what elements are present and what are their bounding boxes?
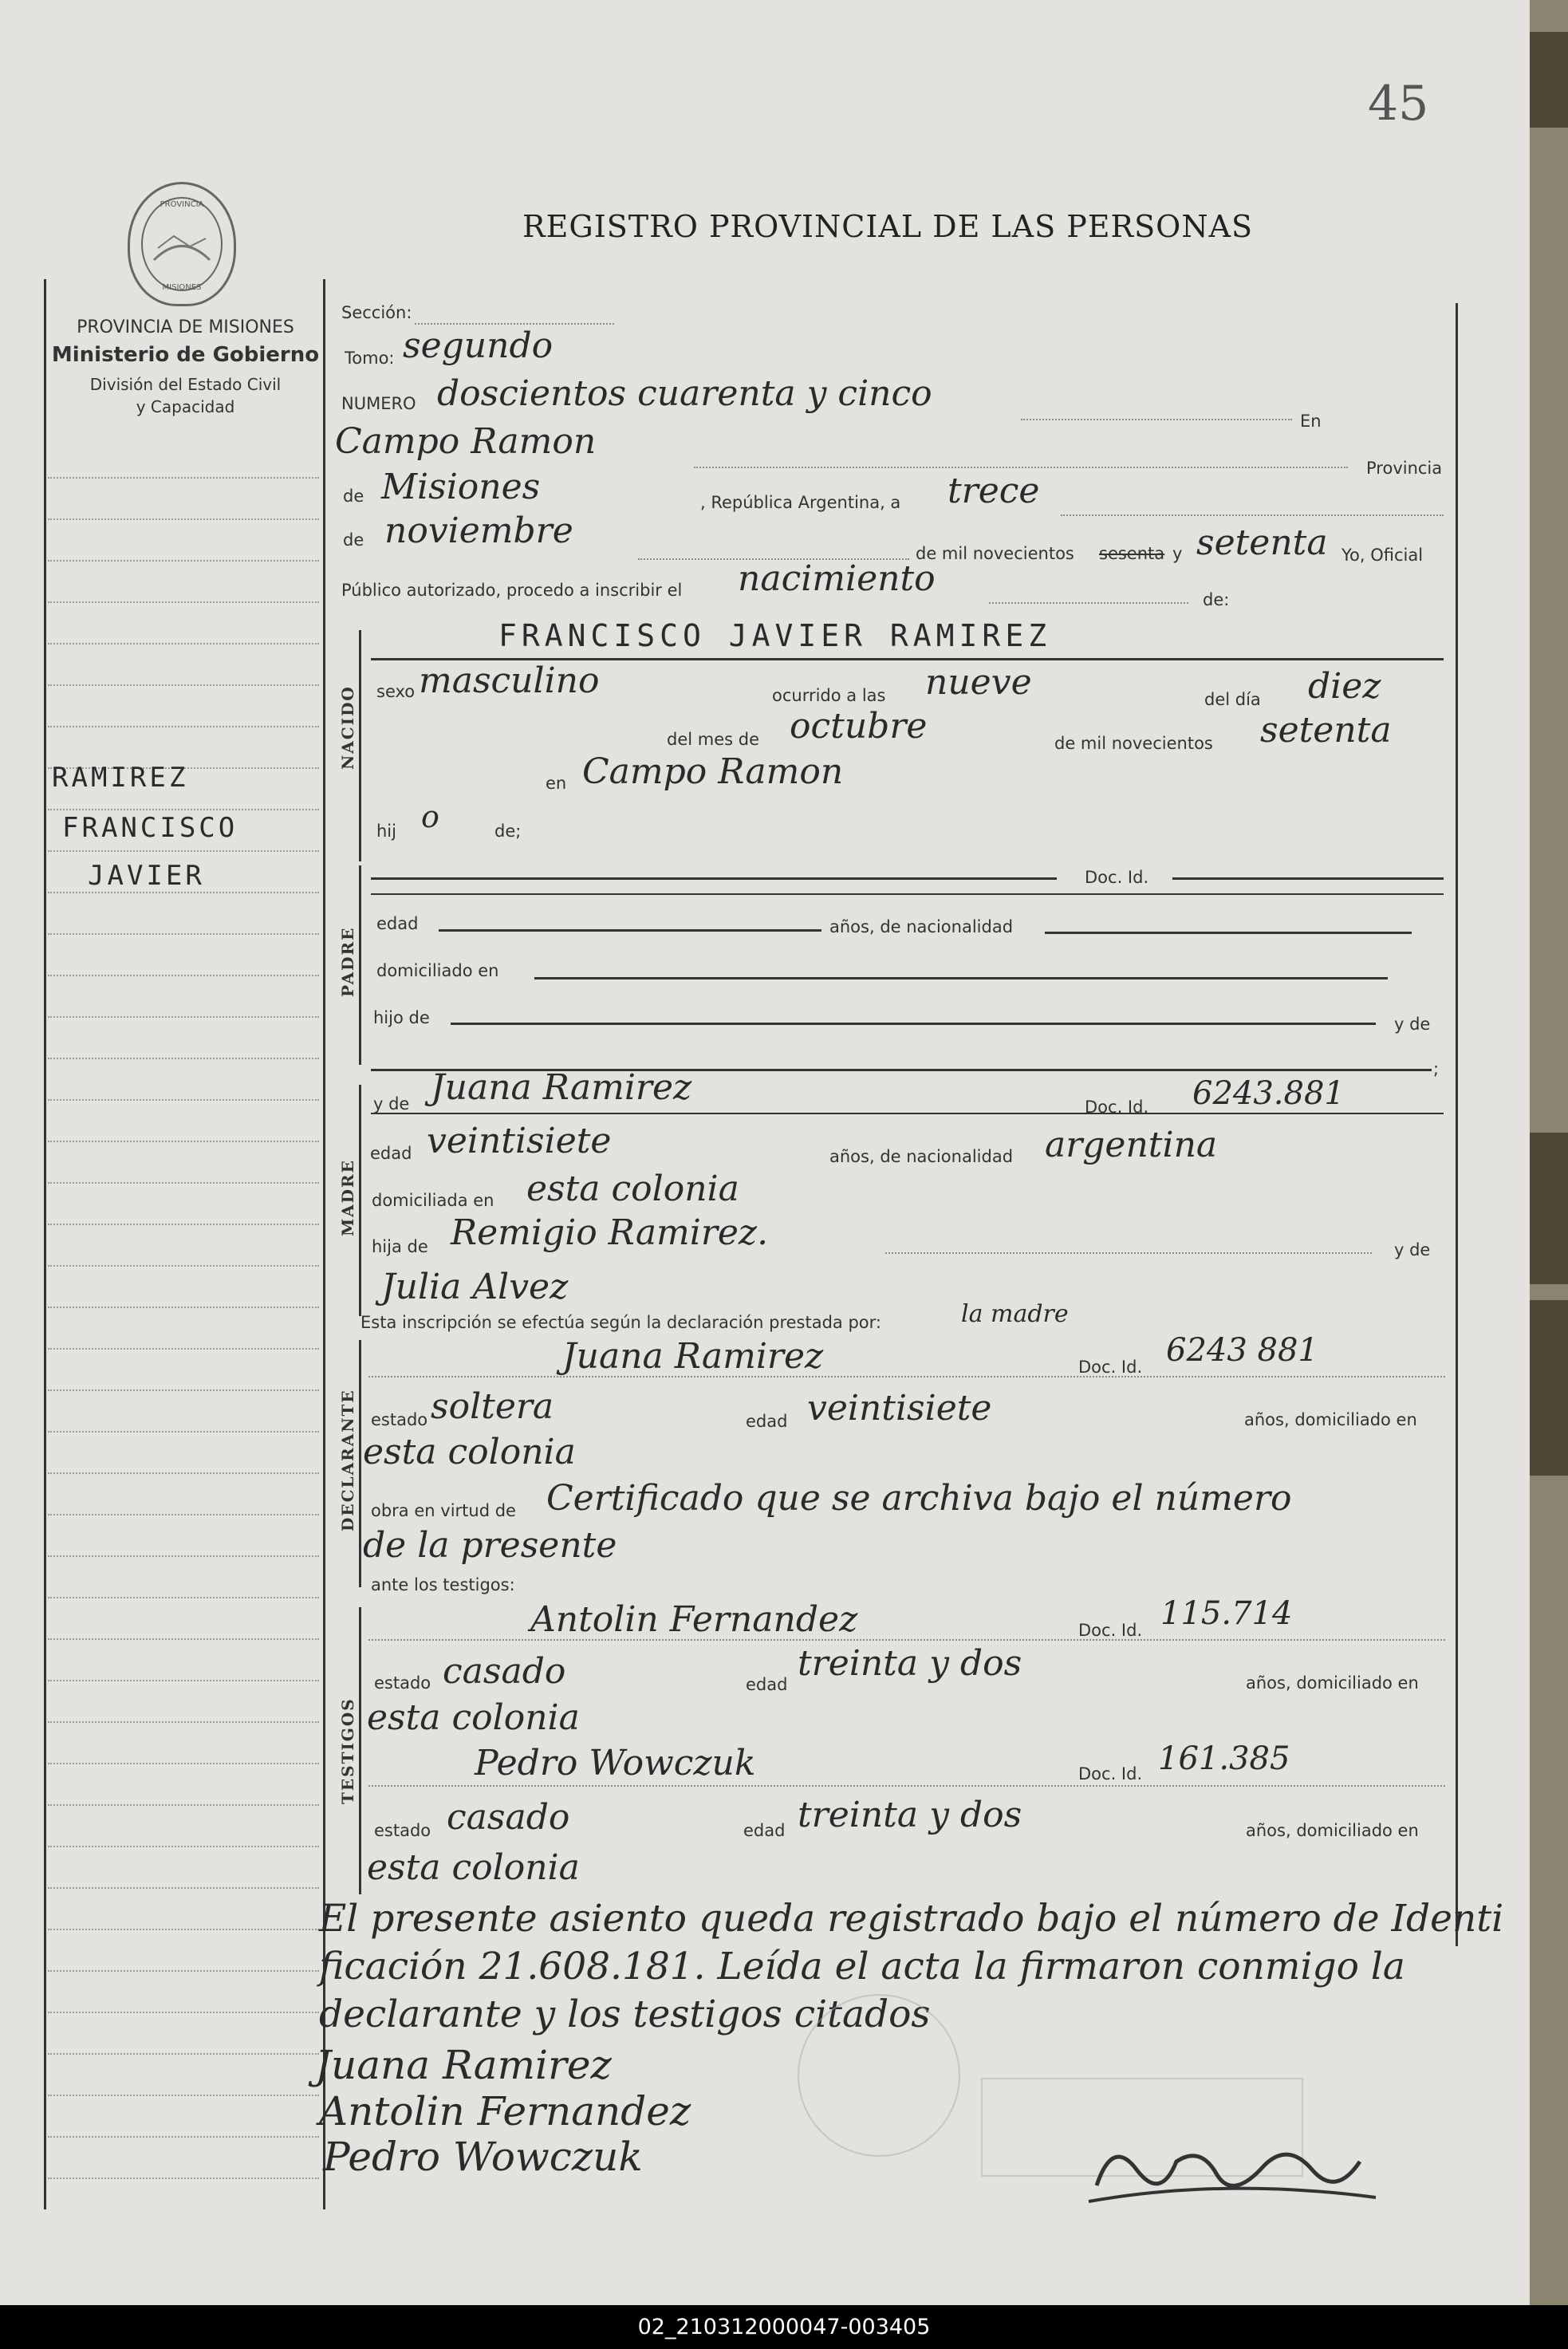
label-madre-y-de: y de [373,1094,410,1113]
value-madre-doc: 6243.881 [1192,1075,1345,1112]
label-publico: Público autorizado, procedo a inscribir el [341,581,683,600]
label-decl-estado: estado [371,1410,428,1429]
label-seccion: Sección: [341,303,412,322]
value-decl-estado: soltera [431,1386,554,1427]
label-madre-nac: años, de nacionalidad [829,1147,1014,1166]
label-obra: obra en virtud de [371,1501,516,1520]
label-de-prov: de [343,487,364,506]
office-line-2: Ministerio de Gobierno [51,343,320,367]
label-madre-y-de2: y de [1394,1240,1431,1259]
label-t2-edad: edad [743,1821,786,1840]
label-de-mil: de mil novecientos [916,544,1074,563]
value-hora: nueve [925,662,1032,703]
value-abuela: Julia Alvez [381,1267,569,1307]
label-ocurrido: ocurrido a las [772,686,886,705]
label-madre-edad: edad [370,1144,412,1163]
provincial-seal [128,182,236,306]
label-padre-doc: Doc. Id. [1085,868,1149,887]
value-madre-dom: esta colonia [526,1169,739,1209]
value-t1-edad: treinta y dos [798,1643,1022,1684]
value-anio-nac: setenta [1260,710,1392,751]
label-madre-doc: Doc. Id. [1085,1098,1149,1117]
value-decl-dom: esta colonia [363,1432,576,1472]
signature-testigo-1: Antolin Fernandez [319,2088,691,2134]
label-en-lugar: en [546,774,567,793]
svg-text:MISIONES: MISIONES [162,283,202,292]
signature-testigo-2: Pedro Wowczuk [323,2134,643,2180]
label-numero: NUMERO [341,394,416,413]
value-t2-edad: treinta y dos [798,1795,1022,1835]
label-inscripcion: Esta inscripción se efectúa según la declaración prestada por: [360,1313,881,1332]
value-madre-nombre: Juana Ramirez [431,1067,692,1108]
value-acto: nacimiento [738,558,936,599]
label-t1-doc: Doc. Id. [1078,1621,1143,1640]
value-madre-edad: veintisiete [427,1121,612,1161]
value-declarado-por: la madre [961,1300,1069,1328]
value-mes-nac: octubre [790,706,928,747]
label-provincia: Provincia [1366,459,1443,478]
office-line-1: PROVINCIA DE MISIONES [77,317,294,337]
side-label-declarante: DECLARANTE [338,1389,357,1531]
label-de-semicolon: de; [494,822,522,841]
value-t2-dom: esta colonia [367,1847,580,1888]
form-right-line [1456,303,1458,1946]
closing-line-1: El presente asiento queda registrado bajo el número de Identi [319,1897,1504,1941]
value-lugar-nac: Campo Ramon [582,751,844,792]
side-label-testigos: TESTIGOS [338,1697,357,1804]
closing-line-3: declarante y los testigos citados [319,1992,931,2036]
value-t1-doc: 115.714 [1160,1595,1293,1632]
side-label-madre: MADRE [338,1159,357,1236]
value-decl-nombre: Juana Ramirez [562,1336,824,1377]
label-sexo: sexo [376,682,416,701]
label-sesenta: sesenta [1099,544,1165,563]
value-dia-nac: diez [1308,666,1381,707]
book-binding [1530,0,1568,2305]
faded-stamp-circle [798,1994,960,2157]
svg-text:PROVINCIA: PROVINCIA [160,200,204,209]
label-decl-doc: Doc. Id. [1078,1358,1143,1377]
value-nombre: FRANCISCO JAVIER RAMIREZ [498,618,1052,653]
page-title: REGISTRO PROVINCIAL DE LAS PERSONAS [522,209,1254,244]
value-dia: trece [947,471,1040,511]
value-provincia: Misiones [381,467,541,507]
value-abuelo: Remigio Ramirez. [451,1212,769,1253]
value-tomo: segundo [403,325,554,366]
margin-note-name1: FRANCISCO [62,812,238,844]
margin-note-name2: JAVIER [88,860,205,892]
value-mes: noviembre [384,510,573,551]
label-t2-estado: estado [374,1821,431,1840]
value-numero: doscientos cuarenta y cinco [437,373,932,414]
value-t2-doc: 161.385 [1158,1740,1290,1777]
label-de-mes: de [343,530,364,550]
margin-left-line [44,279,46,2209]
value-lugar: Campo Ramon [335,421,597,462]
label-padre-dom: domiciliado en [376,961,499,980]
value-sexo: masculino [419,660,600,701]
value-t1-dom: esta colonia [367,1697,580,1738]
value-decl-doc: 6243 881 [1166,1332,1318,1369]
label-yo-oficial: Yo, Oficial [1341,546,1424,565]
label-t1-estado: estado [374,1673,431,1693]
label-decl-edad: edad [746,1412,788,1431]
label-decl-dom: años, domiciliado en [1244,1410,1417,1429]
margin-note-surname: RAMIREZ [52,762,189,794]
value-t2-nombre: Pedro Wowczuk [475,1743,756,1783]
image-id-footer: 02_210312000047-003405 [0,2305,1568,2349]
label-de-colon: de: [1203,590,1230,609]
side-label-nacido: NACIDO [338,685,357,770]
label-t2-doc: Doc. Id. [1078,1764,1143,1783]
office-line-4: y Capacidad [136,397,235,416]
label-ante: ante los testigos: [371,1575,515,1594]
side-label-padre: PADRE [338,926,357,997]
value-certificado: Certificado que se archiva bajo el número [546,1478,1292,1519]
label-del-dia: del día [1204,690,1261,709]
value-madre-nac: argentina [1045,1125,1218,1165]
label-t1-dom: años, domiciliado en [1246,1673,1419,1693]
label-de-mil2: de mil novecientos [1054,734,1213,753]
closing-line-2: ficación 21.608.181. Leída el acta la firmaron conmigo la [319,1945,1405,1988]
value-hij: o [421,799,439,834]
label-en: En [1300,412,1322,431]
page-number: 45 [1368,76,1429,132]
value-t1-estado: casado [443,1651,566,1692]
label-padre-edad: edad [376,914,419,933]
signature-official [1081,2122,1384,2221]
label-madre-hija: hija de [372,1237,428,1256]
label-padre-hijo: hijo de [373,1008,430,1027]
label-t2-dom: años, domiciliado en [1246,1821,1419,1840]
label-semicolon: ; [1433,1059,1440,1078]
label-padre-y-de: y de [1394,1015,1431,1034]
label-y: y [1172,544,1183,563]
signature-declarante: Juana Ramirez [315,2042,612,2088]
label-del-mes: del mes de [667,730,760,749]
value-anio: setenta [1196,522,1328,563]
label-madre-dom: domiciliada en [372,1191,494,1210]
label-t1-edad: edad [746,1675,788,1694]
label-padre-nac: años, de nacionalidad [829,917,1014,936]
value-t2-estado: casado [447,1797,570,1838]
label-hij: hij [376,822,396,841]
office-line-3: División del Estado Civil [89,375,282,394]
value-decl-edad: veintisiete [807,1388,992,1429]
value-t1-nombre: Antolin Fernandez [530,1599,858,1640]
label-republica: , República Argentina, a [700,493,901,512]
value-certificado2: de la presente [363,1525,617,1566]
label-tomo: Tomo: [345,349,395,368]
